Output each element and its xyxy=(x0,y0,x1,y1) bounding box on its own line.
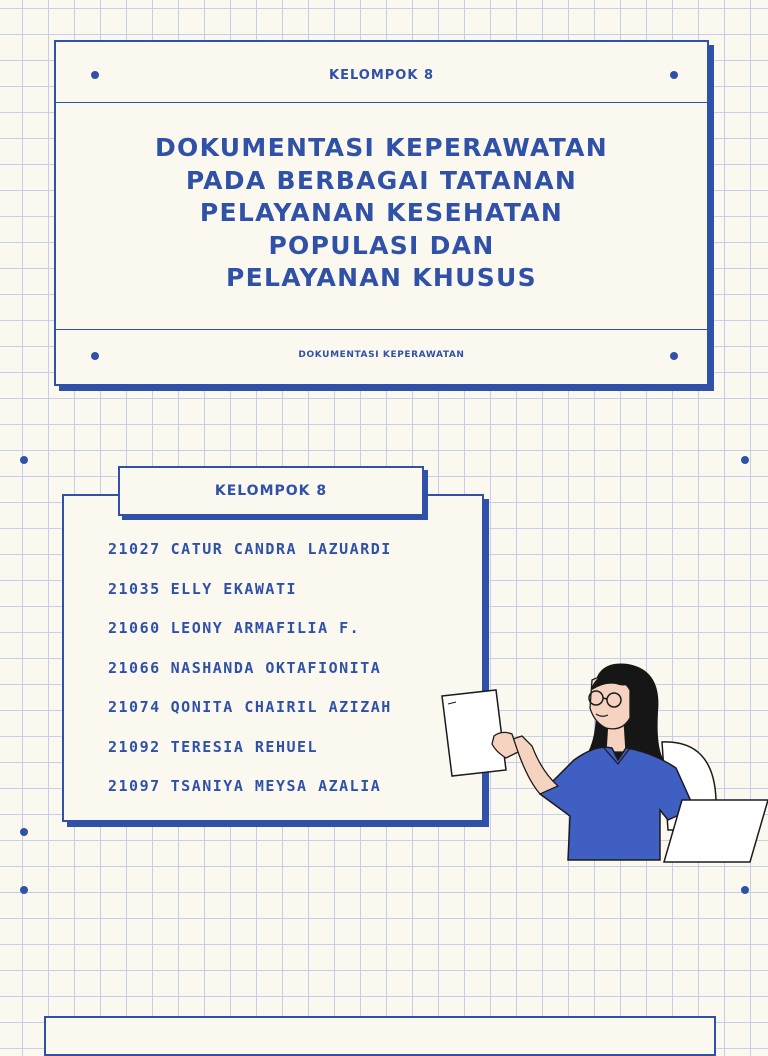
decor-dot xyxy=(741,886,749,894)
decor-dot xyxy=(20,886,28,894)
member-nim: 21035 xyxy=(108,579,161,598)
list-item xyxy=(108,577,392,617)
next-card-edge xyxy=(44,1016,716,1056)
list-item xyxy=(108,695,392,735)
list-item xyxy=(108,616,392,656)
title-card xyxy=(54,40,709,386)
member-nim: 21092 xyxy=(108,737,161,756)
members-heading: KELOMPOK 8 xyxy=(118,466,424,516)
member-nim: 21066 xyxy=(108,658,161,677)
subtitle-label: DOKUMENTASI KEPERAWATAN xyxy=(298,350,465,360)
member-nim: 21060 xyxy=(108,619,161,637)
divider xyxy=(56,102,707,103)
member-nim: 21097 xyxy=(108,777,161,795)
member-name: CATUR CANDRA LAZUARDI xyxy=(170,540,392,558)
title-line: PELAYANAN KHUSUS xyxy=(226,263,537,292)
member-name: NASHANDA OKTAFIONITA xyxy=(170,658,382,677)
title-line: PADA BERBAGAI TATANAN xyxy=(185,165,578,195)
decor-dot xyxy=(20,456,28,464)
title-line: DOKUMENTASI KEPERAWATAN xyxy=(154,133,609,162)
members-list xyxy=(108,537,392,814)
divider xyxy=(56,329,707,330)
list-item xyxy=(108,774,392,814)
woman-with-document-and-laptop-illustration xyxy=(436,660,768,870)
list-item xyxy=(108,537,392,577)
member-name: LEONY ARMAFILIA F. xyxy=(170,619,361,637)
page-title xyxy=(76,132,687,295)
member-nim: 21074 xyxy=(108,698,161,716)
list-item xyxy=(108,735,392,775)
title-line: POPULASI DAN xyxy=(268,230,495,260)
group-label: KELOMPOK 8 xyxy=(329,68,434,83)
member-name: QONITA CHAIRIL AZIZAH xyxy=(170,698,392,716)
member-name: ELLY EKAWATI xyxy=(170,579,298,598)
member-name: TSANIYA MEYSA AZALIA xyxy=(170,777,382,795)
member-name: TERESIA REHUEL xyxy=(170,737,319,756)
decor-dot xyxy=(741,456,749,464)
decor-dot xyxy=(20,828,28,836)
member-nim: 21027 xyxy=(108,540,161,558)
list-item xyxy=(108,656,392,696)
title-line: PELAYANAN KESEHATAN xyxy=(199,198,564,227)
